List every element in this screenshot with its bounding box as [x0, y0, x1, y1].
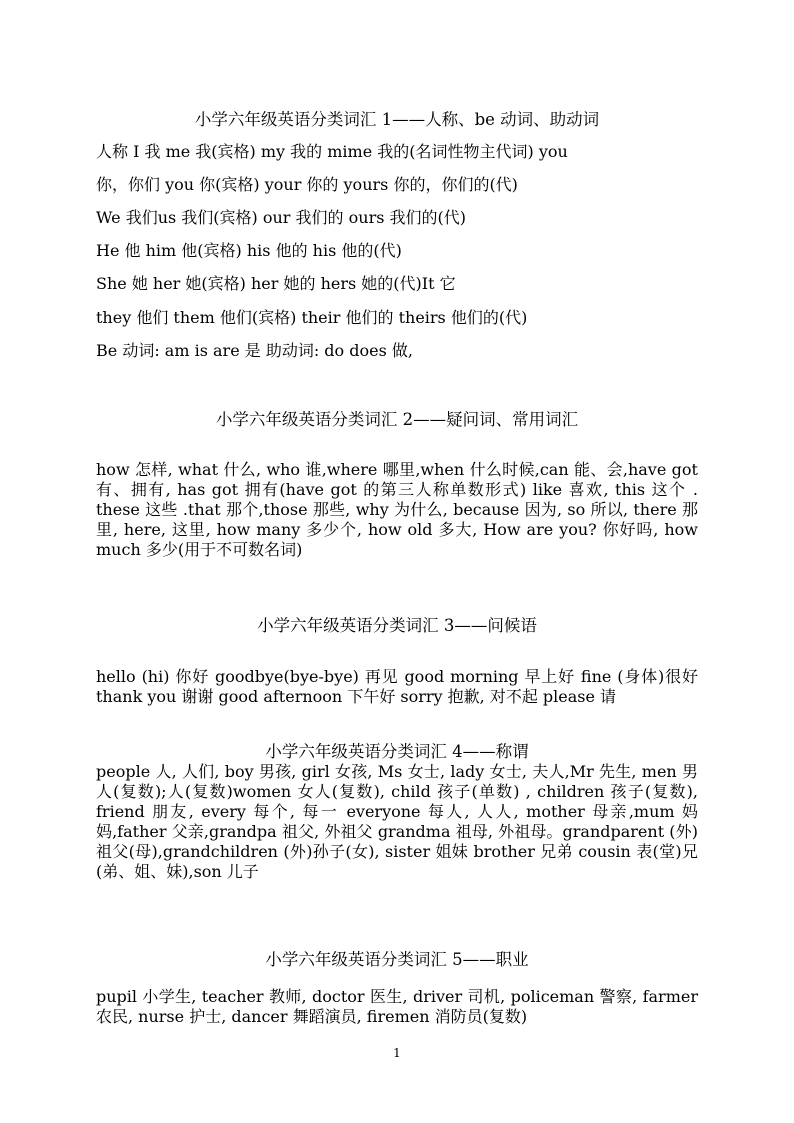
page-number: 1: [393, 1046, 401, 1060]
section-1-line-3: We 我们us 我们(宾格) our 我们的 ours 我们的(代): [96, 208, 466, 227]
section-1-line-4: He 他 him 他(宾格) his 他的 his 他的(代): [96, 241, 402, 260]
section-5-title: 小学六年级英语分类词汇 5——职业: [265, 950, 529, 969]
section-1-line-6: they 他们 them 他们(宾格) their 他们的 theirs 他们的(代): [96, 308, 528, 327]
section-3-title: 小学六年级英语分类词汇 3——问候语: [257, 616, 537, 635]
section-4-title: 小学六年级英语分类词汇 4——称谓: [265, 742, 529, 761]
section-1-line-7: Be 动词: am is are 是 助动词: do does 做,: [96, 341, 413, 360]
section-1-line-5: She 她 her 她(宾格) her 她的 hers 她的(代)It 它: [96, 274, 456, 293]
section-4-body: people 人, 人们, boy 男孩, girl 女孩, Ms 女士, lady 女士, 夫人,Mr 先生, men 男人(复数);人(复数)women 女人(复数), child 孩子(单数) , children 孩子(复数), friend 朋友, every 每个, 每一 everyone 每人, 人人, mother 母亲,mum 妈妈,father 父亲,grandpa 祖父, 外祖父 grandma 祖母, 外祖母。grandparent (外)祖父(母),grandchildren (外)孙子(女), sister 姐妹 brother 兄弟 cousin 表(堂)兄(弟、姐、妹),son 儿子: [96, 762, 698, 881]
section-5-body: pupil 小学生, teacher 教师, doctor 医生, driver 司机, policeman 警察, farmer 农民, nurse 护士, dancer 舞蹈演员, firemen 消防员(复数): [96, 987, 698, 1026]
section-2-title: 小学六年级英语分类词汇 2——疑问词、常用词汇: [215, 410, 579, 429]
section-2-body: how 怎样, what 什么, who 谁,where 哪里,when 什么时候,can 能、会,have got 有、拥有, has got 拥有(have got 的第三人称单数形式) like 喜欢, this 这个 . these 这些 .that 那个,those 那些, why 为什么, because 因为, so 所以, there 那里, here, 这里, how many 多少个, how old 多大, How are you? 你好吗, how much 多少(用于不可数名词): [96, 460, 698, 559]
section-1-title: 小学六年级英语分类词汇 1——人称、be 动词、助动词: [194, 110, 600, 129]
section-1-line-2: 你，你们 you 你(宾格) your 你的 yours 你的，你们的(代): [96, 175, 518, 194]
section-3-body: hello (hi) 你好 goodbye(bye-bye) 再见 good morning 早上好 fine (身体)很好 thank you 谢谢 good afternoon 下午好 sorry 抱歉, 对不起 please 请: [96, 667, 698, 706]
section-1-line-1: 人称 I 我 me 我(宾格) my 我的 mime 我的(名词性物主代词) you: [96, 142, 568, 161]
